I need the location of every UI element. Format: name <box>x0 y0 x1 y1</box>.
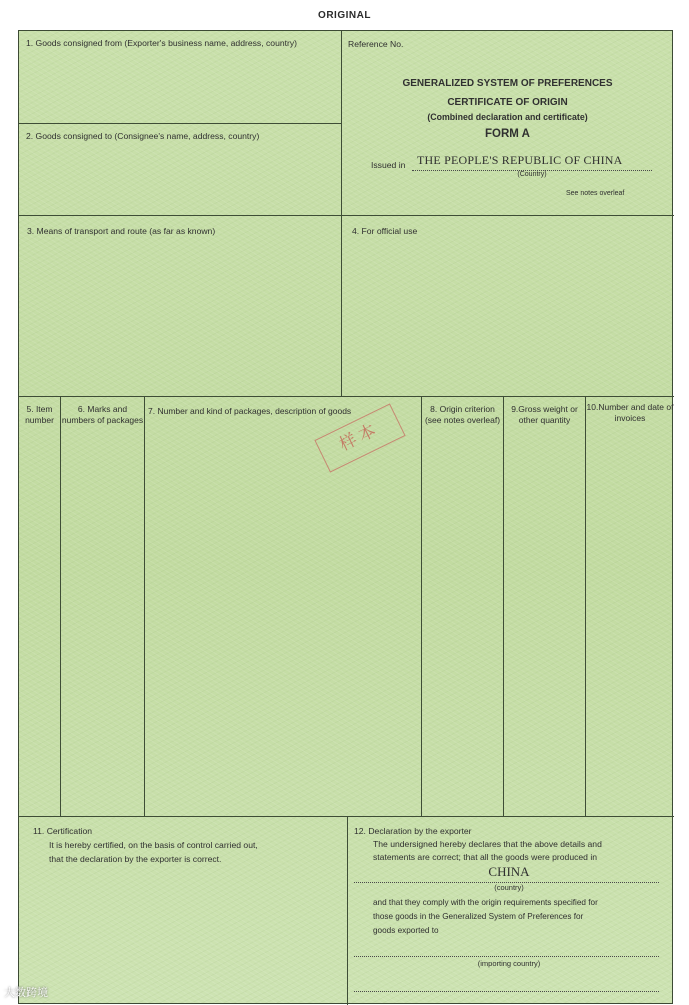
gsp-title: GENERALIZED SYSTEM OF PREFERENCES <box>402 78 613 89</box>
box12-title: 12. Declaration by the exporter <box>354 826 472 836</box>
box11-line2: that the declaration by the exporter is correct. <box>49 854 222 864</box>
divider-box1-box2 <box>19 123 341 124</box>
watermark-text: 大数跨境 <box>4 987 48 999</box>
box12-line3: and that they comply with the origin requirements specified for <box>373 898 598 907</box>
column-description: 7. Number and kind of packages, description of goods <box>148 406 352 416</box>
box4-label: 4. For official use <box>352 226 418 236</box>
box1-label: 1. Goods consigned from (Exporter's business name, address, country) <box>26 38 298 48</box>
box12-line4: those goods in the Generalized System of Preferences for <box>373 912 584 921</box>
country-caption: (Country) <box>517 171 547 178</box>
box11-title: 11. Certification <box>33 826 93 836</box>
reference-no-label: Reference No. <box>348 39 404 49</box>
divider-box11-box12 <box>347 816 348 1005</box>
produced-in-caption: (country) <box>494 883 524 892</box>
sample-stamp: 样本 <box>314 403 405 472</box>
box3-label: 3. Means of transport and route (as far as known) <box>27 226 216 236</box>
combined-subtitle: (Combined declaration and certificate) <box>427 112 588 122</box>
importing-country-caption: (importing country) <box>477 959 541 968</box>
box12-line2: statements are correct; that all the goods were produced in <box>373 852 598 862</box>
produced-in-country: CHINA <box>488 864 530 879</box>
box12-line1: The undersigned hereby declares that the above details and <box>373 839 602 849</box>
see-notes-overleaf: See notes overleaf <box>566 190 625 197</box>
importing-country-line <box>354 956 659 957</box>
column-origin-criterion: 8. Origin criterion (see notes overleaf) <box>424 404 501 425</box>
column-item-number: 5. Item number <box>25 404 54 425</box>
divider-col9 <box>585 396 586 816</box>
divider-top-box3 <box>19 215 674 216</box>
issued-country-value: THE PEOPLE'S REPUBLIC OF CHINA <box>417 153 623 167</box>
box2-label: 2. Goods consigned to (Consignee's name, address, country) <box>26 131 260 141</box>
box11-line1: It is hereby certified, on the basis of control carried out, <box>49 840 258 850</box>
box12-line5: goods exported to <box>373 926 439 935</box>
form-a-title: FORM A <box>485 128 530 140</box>
signature-line <box>354 991 659 992</box>
certificate-form <box>18 30 673 1004</box>
divider-col8 <box>503 396 504 816</box>
certificate-title: CERTIFICATE OF ORIGIN <box>447 97 568 108</box>
column-invoices: 10.Number and date of invoices <box>586 402 674 423</box>
divider-box3-columns <box>19 396 674 397</box>
original-label: ORIGINAL <box>318 10 371 21</box>
divider-col5 <box>60 396 61 816</box>
issued-in-label: Issued in <box>371 160 406 170</box>
column-marks-numbers: 6. Marks and numbers of packages <box>61 404 144 425</box>
divider-col6 <box>144 396 145 816</box>
divider-col7 <box>421 396 422 816</box>
column-gross-weight: 9.Gross weight or other quantity <box>511 404 578 425</box>
